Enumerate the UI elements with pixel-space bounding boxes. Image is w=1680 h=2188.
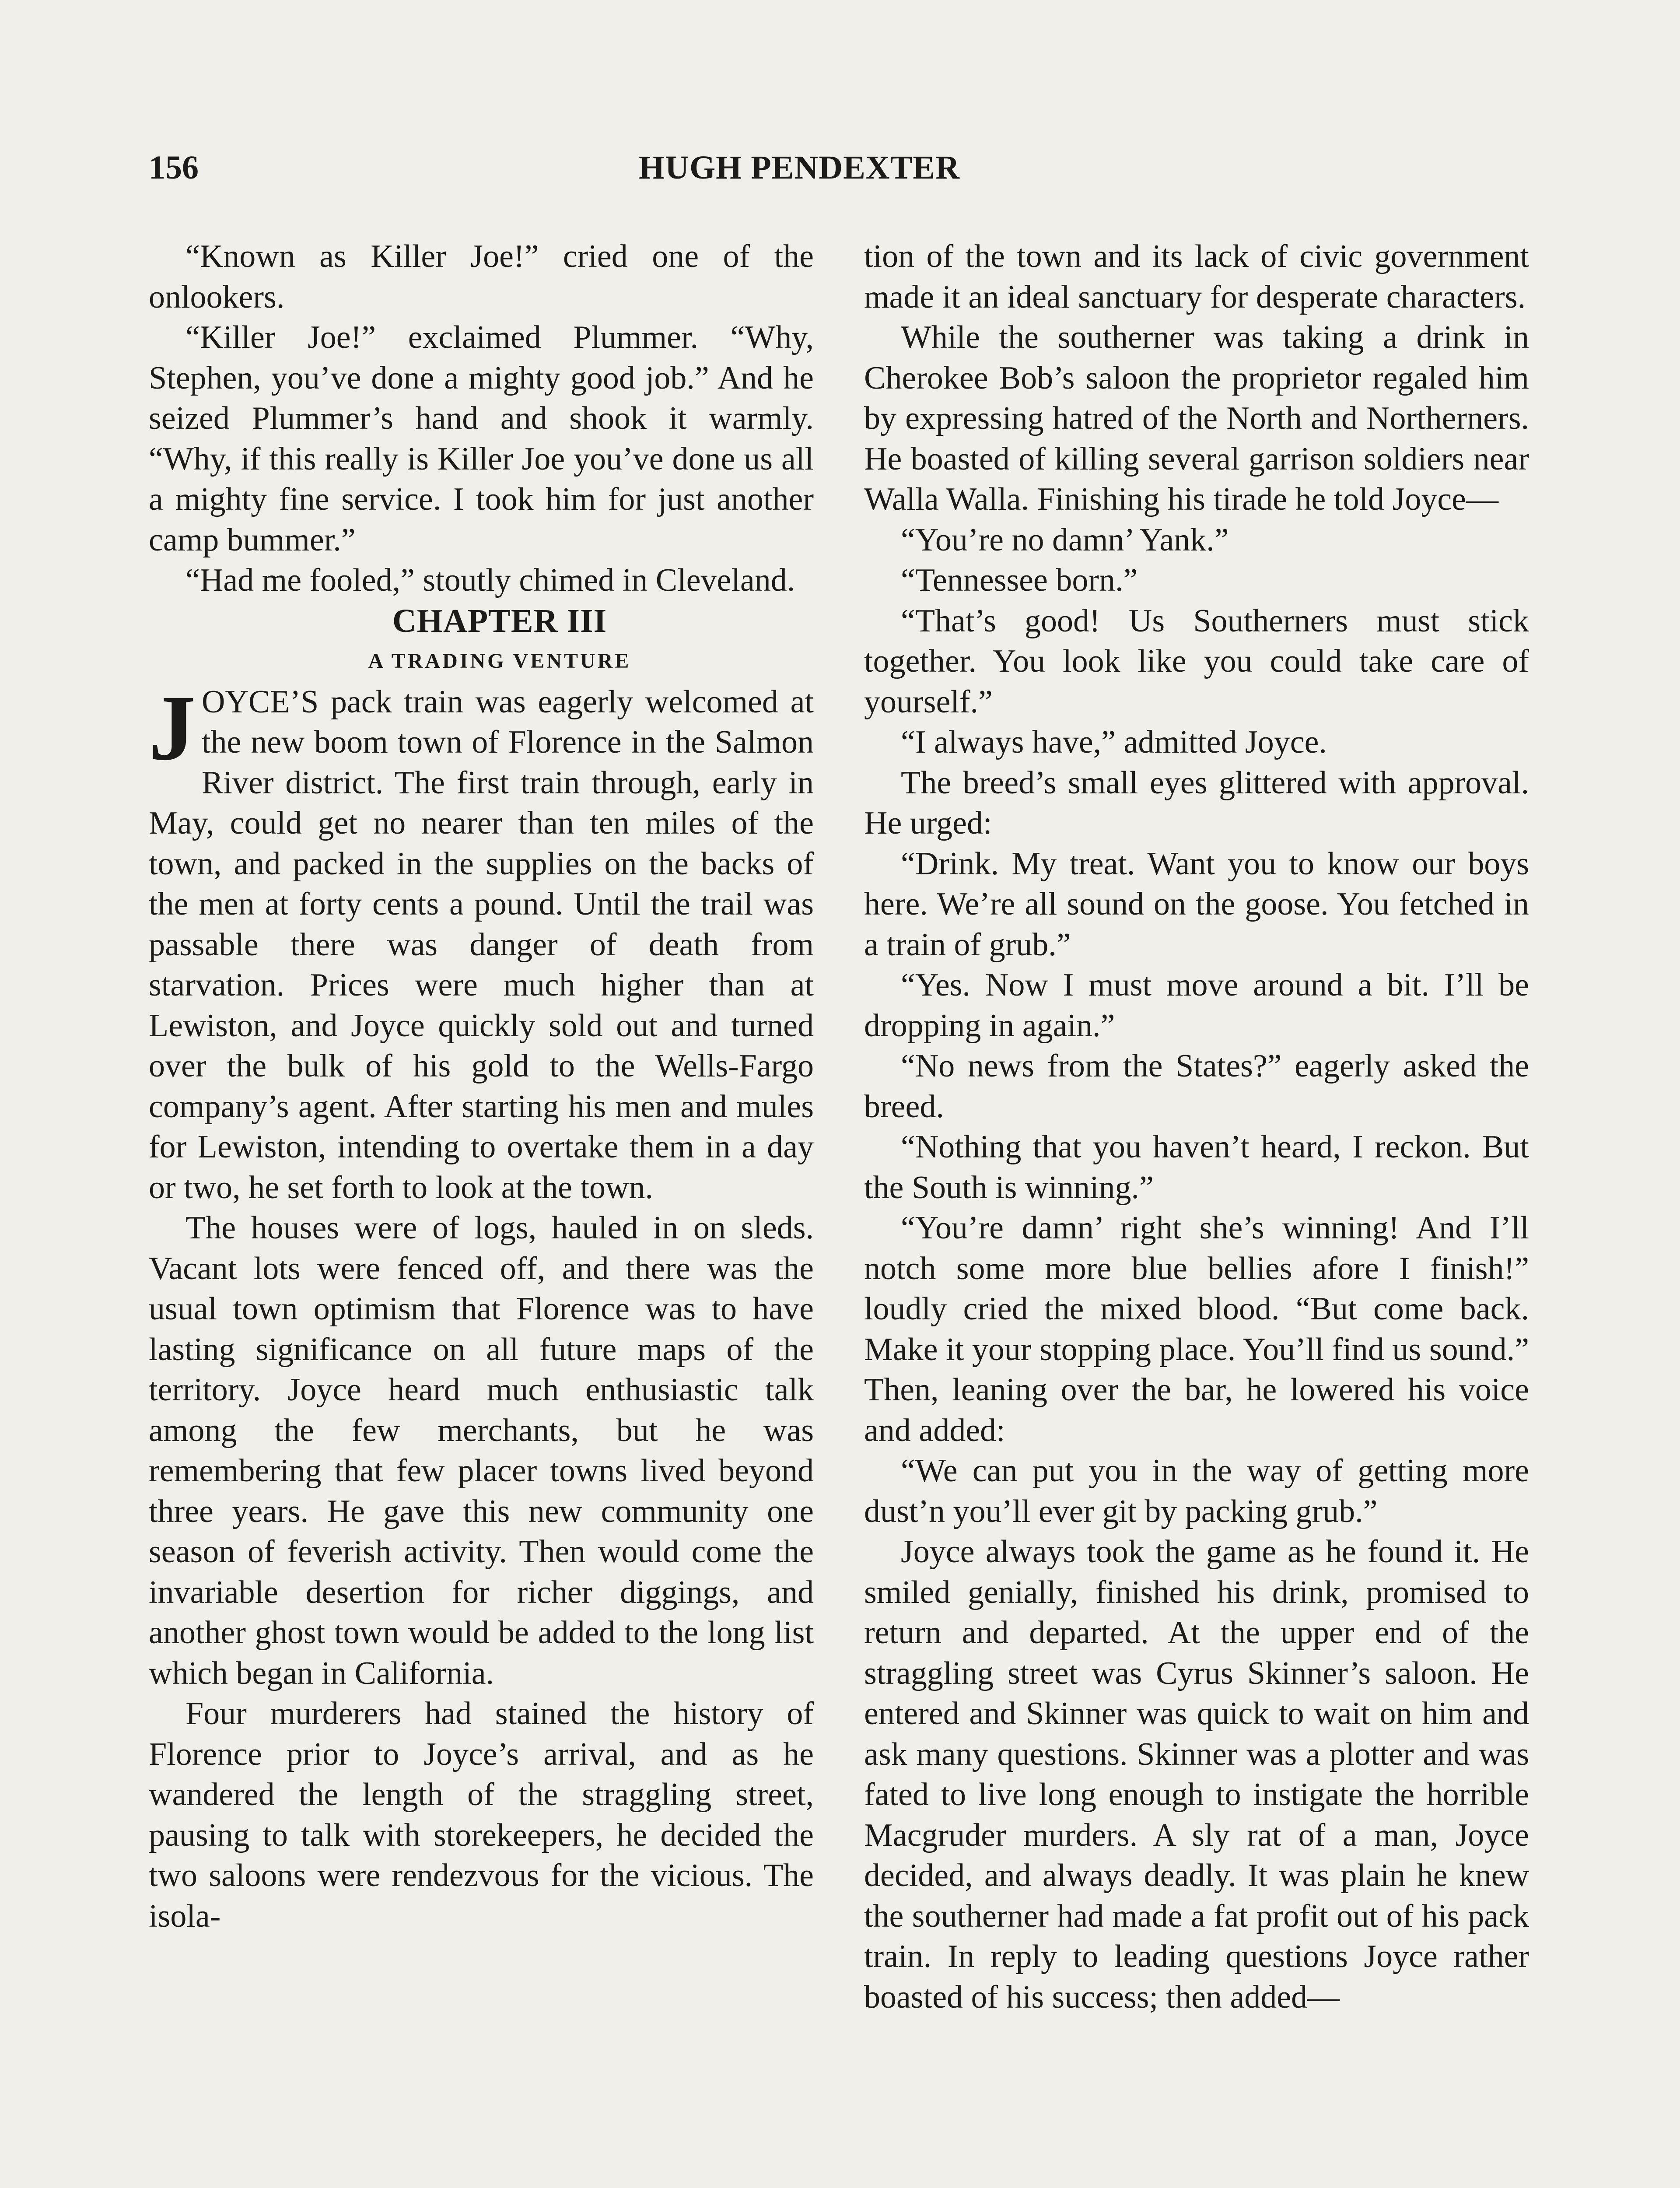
running-head-author: HUGH PENDEXTER bbox=[639, 149, 960, 186]
paragraph: “That’s good! Us Southerners must stick together. You look like you could take care of yourself.” bbox=[864, 603, 1529, 720]
paragraph: The breed’s small eyes glittered with approval. He urged: bbox=[864, 764, 1529, 841]
paragraph: The houses were of logs, hauled in on sleds. Vacant lots were fenced off, and there was the usual town optimism that Florence was to have lasting significance on all future maps of the territory. Joyce heard much enthusiastic talk among the few merchants, but he was remembering that few placer towns lived beyond three years. He gave this new community one season of feverish activity. Then would come the invariable desertion for richer diggings, and another ghost town would be added to the long list which began in California. bbox=[149, 1210, 814, 1691]
paragraph: “We can put you in the way of getting more dust’n you’ll ever git by packing grub.” bbox=[864, 1453, 1529, 1529]
drop-cap: J bbox=[149, 676, 196, 780]
paragraph: “Nothing that you haven’t heard, I reckon. But the South is winning.” bbox=[864, 1129, 1529, 1206]
paragraph: While the southerner was taking a drink in Cherokee Bob’s saloon the proprietor regaled him by expressing hatred of the North and Northerners. He boasted of killing several garrison soldiers near Walla Walla. Finishing his tirade he told Joyce— bbox=[864, 319, 1529, 517]
opening-paragraph bbox=[149, 676, 814, 1208]
paragraph: “Drink. My treat. Want you to know our boys here. We’re all sound on the goose. You fetched in a train of grub.” bbox=[864, 845, 1529, 963]
paragraph: “Killer Joe!” exclaimed Plummer. “Why, Stephen, you’ve done a mighty good job.” And he seized Plummer’s hand and shook it warmly. “Why, if this really is Killer Joe you’ve done us all a mighty fine service. I took him for just another camp bummer.” bbox=[149, 319, 814, 558]
paragraph: “No news from the States?” eagerly asked the breed. bbox=[864, 1048, 1529, 1125]
paragraph: Joyce always took the game as he found it. He smiled genially, finished his drink, promised to return and departed. At the upper end of the straggling street was Cyrus Skinner’s saloon. He entered and Skinner was quick to wait on him and ask many questions. Skinner was a plotter and was fated to live long enough to instigate the horrible Macgruder murders. A sly rat of a man, Joyce decided, and always deadly. It was plain he knew the southerner had made a fat profit out of his pack train. In reply to leading questions Joyce rather boasted of his success; then added— bbox=[864, 1534, 1529, 2015]
right-column bbox=[864, 236, 1529, 2017]
paragraph-text: OYCE’S pack train was eagerly welcomed at the new boom town of Florence in the Salmon River district. The first train through, early in May, could get no nearer than ten miles of the town, and packed in the supplies on the backs of the men at forty cents a pound. Until the trail was passable there was danger of death from starvation. Prices were much higher than at Lewiston, and Joyce quickly sold out and turned over the bulk of his gold to the Wells-Fargo company’s agent. After starting his men and mules for Lewiston, intending to overtake them in a day or two, he set forth to look at the town. bbox=[149, 684, 814, 1206]
left-column bbox=[149, 236, 814, 1936]
paragraph: “I always have,” admitted Joyce. bbox=[901, 724, 1327, 760]
chapter-title: CHAPTER III bbox=[392, 602, 607, 639]
paragraph: “Yes. Now I must move around a bit. I’ll be dropping in again.” bbox=[864, 967, 1529, 1044]
paragraph: “Tennessee born.” bbox=[901, 562, 1138, 598]
continued-paragraph: tion of the town and its lack of civic government made it an ideal sanctuary for desperate characters. bbox=[864, 238, 1529, 315]
paragraph: “You’re no damn’ Yank.” bbox=[901, 522, 1229, 558]
paragraph: “You’re damn’ right she’s winning! And I’ll notch some more blue bellies afore I finish!” loudly cried the mixed blood. “But come back. Make it your stopping place. You’ll find us sound.” Then, leaning over the bar, he lowered his voice and added: bbox=[864, 1210, 1529, 1448]
paragraph: “Had me fooled,” stoutly chimed in Cleveland. bbox=[186, 562, 795, 598]
paragraph: Four murderers had stained the history of Florence prior to Joyce’s arrival, and as he wandered the length of the straggling street, pausing to talk with storekeepers, he decided the two saloons were rendezvous for the vicious. The isola- bbox=[149, 1696, 814, 1934]
chapter-subtitle: A TRADING VENTURE bbox=[368, 649, 631, 673]
page-number: 156 bbox=[149, 149, 199, 186]
paragraph: “Known as Killer Joe!” cried one of the onlookers. bbox=[149, 238, 814, 315]
